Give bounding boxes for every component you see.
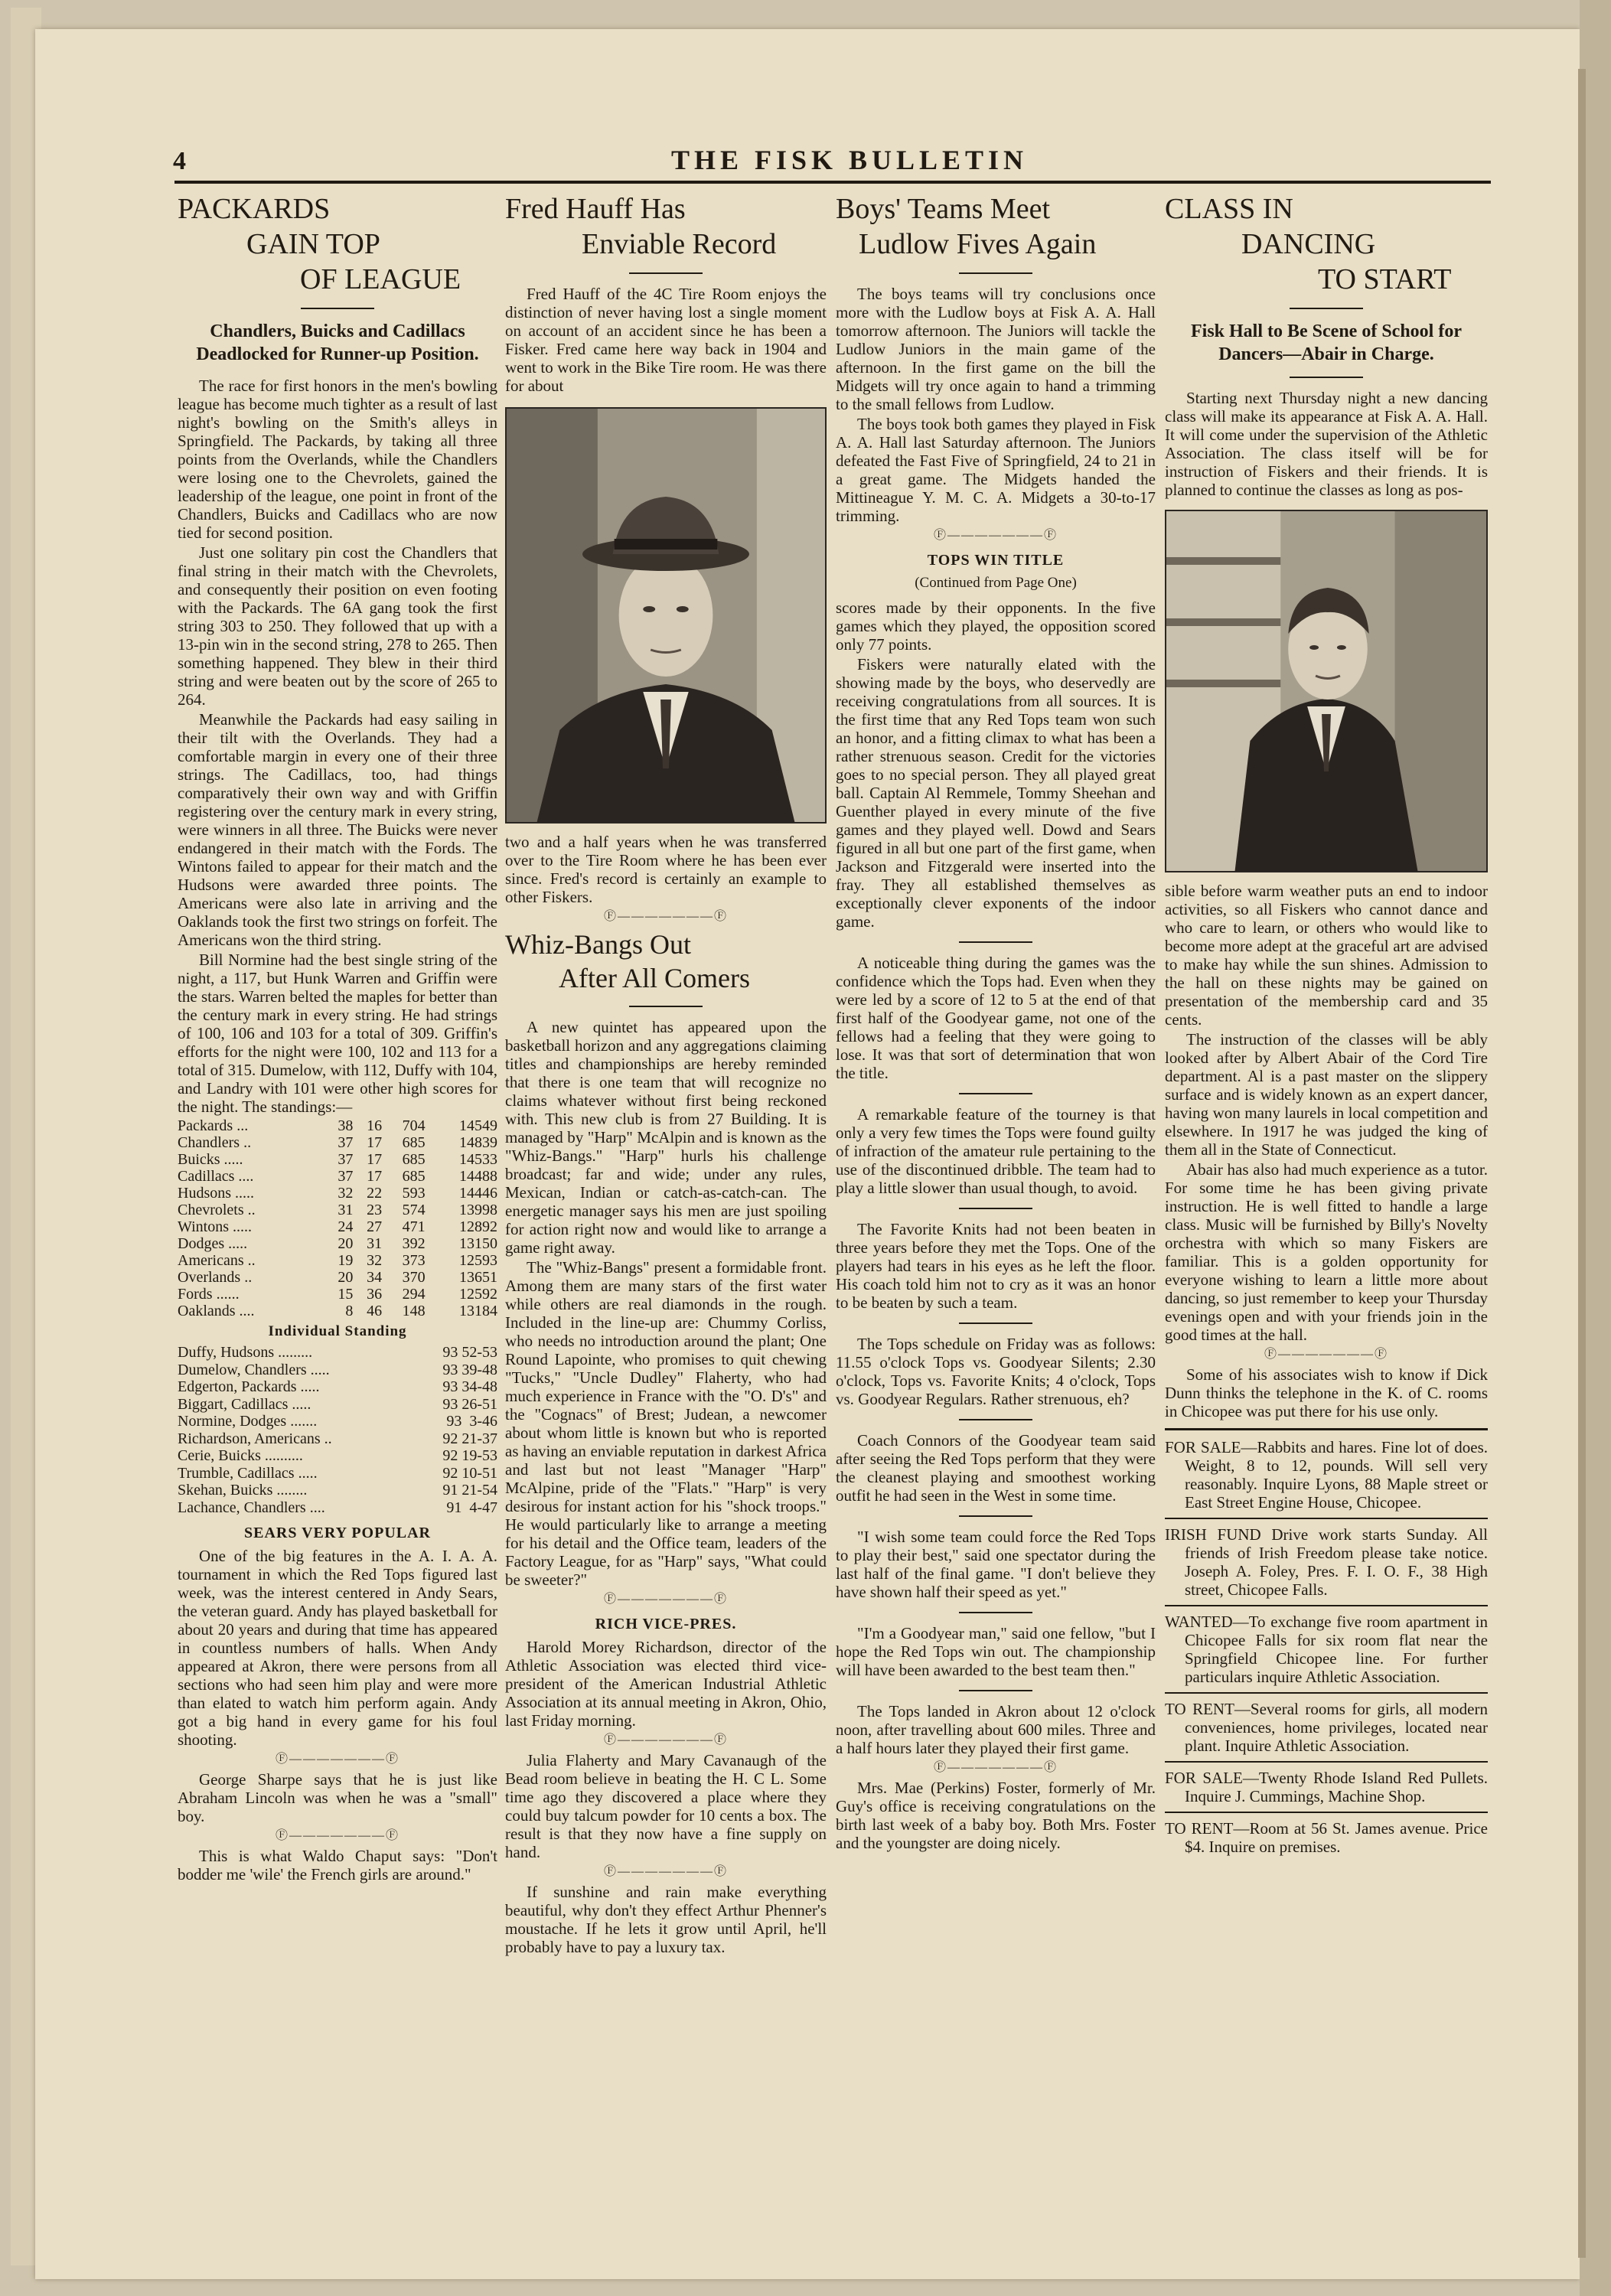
team-stat: 36	[367, 1286, 383, 1303]
team-stat: 574	[402, 1202, 426, 1218]
standings-row	[178, 1252, 497, 1269]
individual-row	[178, 1447, 497, 1465]
team-stat: 13184	[459, 1303, 497, 1319]
bowler-average: 92 21-37	[442, 1430, 497, 1447]
bowler-name: Biggart, Cadillacs .....	[178, 1395, 311, 1413]
section-title: Individual Standing	[268, 1323, 407, 1339]
separator	[959, 272, 1032, 274]
separator	[959, 1690, 1032, 1691]
team-stat: 16	[367, 1117, 383, 1134]
ornament-divider: Ⓕ———————Ⓕ	[275, 1753, 399, 1766]
team-stat: 593	[402, 1185, 426, 1202]
separator	[1290, 308, 1363, 309]
team-name: Oaklands ....	[178, 1303, 255, 1319]
ornament-divider: Ⓕ———————Ⓕ	[603, 1593, 728, 1606]
paragraph: The boys took both games they played in Fisk A. A. Hall last Saturday afternoon. The Juniors defeated the Fast Five of Springfield, 24 to 21 in a great game. The Midgets handed the Mittineague Y. M. C. A. Midgets a 30-to-17 trimming.	[836, 415, 1156, 525]
individual-row	[178, 1378, 497, 1396]
classified-rule	[1165, 1428, 1488, 1430]
classified-rule	[1165, 1518, 1488, 1519]
headline-dancing: CLASS IN DANCING TO START	[1165, 193, 1452, 295]
photo-albert-abair	[1165, 510, 1488, 872]
section-title: TOPS WIN TITLE	[927, 552, 1065, 569]
team-stat: 22	[367, 1185, 383, 1202]
team-stat: 27	[367, 1218, 383, 1235]
binding-strip	[1578, 69, 1586, 2258]
paragraph: "I'm a Goodyear man," said one fellow, "but I hope the Red Tops win out. The championship will have been awarded to the best team then."	[836, 1624, 1156, 1679]
bowler-name: Skehan, Buicks ........	[178, 1482, 308, 1499]
classified-ads	[1165, 1438, 1488, 1856]
headline-whiz-bangs: Whiz-Bangs Out After All Comers	[505, 929, 750, 993]
paragraph: Abair has also had much experience as a tutor. For some time he has been giving private instruction. He is well fitted to handle a large class. Music will be furnished by Billy's Novelty orchestra with which so many Fiskers are familiar. This is a golden opportunity for everyone wishing to learn a little more about dancing, so just remember to keep your Thursday evenings open and with your friends join in the good times at the hall.	[1165, 1160, 1488, 1344]
team-stat: 24	[338, 1218, 354, 1235]
bowler-average: 92 19-53	[442, 1447, 497, 1464]
team-stat: 13651	[459, 1269, 497, 1286]
bowler-average: 93 34-48	[442, 1378, 497, 1395]
headline-packards: PACKARDS GAIN TOP OF LEAGUE	[178, 193, 461, 295]
team-stat: 14839	[459, 1134, 497, 1151]
team-stat: 148	[402, 1303, 426, 1319]
team-name: Fords ......	[178, 1286, 240, 1303]
headline-hauff: Fred Hauff Has Enviable Record	[505, 193, 777, 260]
bowler-name: Cerie, Buicks ..........	[178, 1447, 303, 1464]
individual-row	[178, 1413, 497, 1430]
paragraph: The boys teams will try conclusions once more with the Ludlow boys at Fisk A. A. Hall tomorrow afternoon. The Juniors will tackle the Ludlow Juniors in the main game of the afternoon. In the first game on the bill the Midgets will try once again to hand a trimming to the small fellows from Ludlow.	[836, 285, 1156, 413]
paragraph: Meanwhile the Packards had easy sailing in their tilt with the Overlands. They had a comfortable margin in every one of their three strings. The Cadillacs, too, had things comparatively their own way and with Griffin registering over the century mark in every string, were winners in all three. The Buicks were never endangered in their match with the Fords. The Wintons failed to appear for their match and the Hudsons were awarded three points. The Americans were also late in arriving and the Oaklands took the first two strings on forfeit. The Americans won the third string.	[178, 710, 497, 949]
column-dancing	[1165, 191, 1488, 1857]
ornament-divider: Ⓕ———————Ⓕ	[1264, 1348, 1388, 1361]
paragraph: Julia Flaherty and Mary Cavanaugh of the Bead room believe in beating the H. C L. Some time ago they discovered a place where they could buy talcum powder for 10 cents a box. The result is that they now have a fine supply on hand.	[505, 1751, 827, 1861]
paragraph: Mrs. Mae (Perkins) Foster, formerly of Mr. Guy's office is receiving congratulations on the birth last week of a baby boy. Both Mrs. Foster and the youngster are doing nicely.	[836, 1779, 1156, 1852]
column-packards	[178, 191, 497, 1885]
paragraph: If sunshine and rain make everything beautiful, why don't they effect Arthur Phenner's moustache. If he lets it grow until April, he'll probably have to pay a luxury tax.	[505, 1883, 827, 1956]
team-stat: 685	[402, 1151, 426, 1168]
paper-title: THE FISK BULLETIN	[670, 145, 1029, 175]
bowler-name: Normine, Dodges .......	[178, 1413, 318, 1430]
team-stat: 17	[367, 1168, 383, 1185]
team-stat: 685	[402, 1134, 426, 1151]
team-stat: 13150	[459, 1235, 497, 1252]
team-name: Dodges .....	[178, 1235, 248, 1252]
team-name: Hudsons .....	[178, 1185, 255, 1202]
paragraph: This is what Waldo Chaput says: "Don't bodder me 'wile' the French girls are around."	[178, 1847, 497, 1883]
paragraph: Fiskers were naturally elated with the showing made by the boys, who deservedly are receiving congratulations from all sources. It is the first time that any Red Tops team won such an honor, and a fitting climax to what has been a rather strenuous season. Credit for the victories goes to no special person. They all played great ball. Captain Al Remmele, Tommy Sheehan and Guenther played in every minute of the five games and they played well. Dowd and Sears figured in all but one part of the first game, when Jackson and Fitzgerald were inserted into the fray. They all established themselves as exceptionally clever exponents of the indoor game.	[836, 655, 1156, 931]
bowler-name: Dumelow, Chandlers .....	[178, 1361, 330, 1378]
team-stat: 17	[367, 1151, 383, 1168]
standings-row	[178, 1218, 497, 1235]
team-stat: 17	[367, 1134, 383, 1151]
bowler-name: Edgerton, Packards .....	[178, 1378, 320, 1395]
standings-table	[178, 1117, 497, 1319]
paragraph: The Favorite Knits had not been beaten in three years before they met the Tops. One of the players had tears in his eyes as he left the floor. His coach told him not to cry as it was an honor to be beaten by such a team.	[836, 1220, 1156, 1312]
paragraph: One of the big features in the A. I. A. A. tournament in which the Red Tops figured last week, was the interest centered in Andy Sears, the veteran guard. Andy has played basketball for about 20 years and during that time has appeared in countless numbers of halls. When Andy appeared at Akron, there were persons from all sections who had seen him play and were more than elated to watch him perform again. Andy got a big hand in every game for his foul shooting.	[178, 1547, 497, 1749]
standings-row	[178, 1235, 497, 1252]
standings-row	[178, 1151, 497, 1168]
separator	[629, 272, 703, 274]
team-stat: 704	[402, 1117, 426, 1134]
team-stat: 32	[338, 1185, 354, 1202]
team-stat: 373	[402, 1252, 426, 1269]
separator	[959, 1208, 1032, 1209]
team-stat: 37	[338, 1168, 354, 1185]
bowler-average: 93 39-48	[442, 1361, 497, 1378]
team-stat: 14549	[459, 1117, 497, 1134]
ornament-divider: Ⓕ———————Ⓕ	[933, 1761, 1058, 1774]
individual-row	[178, 1362, 497, 1379]
standings-row	[178, 1303, 497, 1319]
separator	[959, 1515, 1032, 1517]
paragraph: The Tops landed in Akron about 12 o'clock noon, after travelling about 600 miles. Three and a half hours later they played their first game.	[836, 1702, 1156, 1757]
individual-row	[178, 1344, 497, 1362]
paragraph: The instruction of the classes will be ably looked after by Albert Abair of the Cord Tire department. Al is a past master on the slippery surface and is widely known as an expert dancer, having won many laurels in local competition and elsewhere. In 1917 he was judged the king of them all in the State of Connecticut.	[1165, 1030, 1488, 1159]
team-stat: 14488	[459, 1168, 497, 1185]
team-name: Cadillacs ....	[178, 1168, 254, 1185]
team-stat: 23	[367, 1202, 383, 1218]
team-stat: 685	[402, 1168, 426, 1185]
standings-row	[178, 1286, 497, 1303]
team-stat: 8	[345, 1303, 354, 1319]
team-name: Chevrolets ..	[178, 1202, 256, 1218]
team-stat: 14533	[459, 1151, 497, 1168]
bowler-average: 91 21-54	[442, 1482, 497, 1499]
paragraph: The Tops schedule on Friday was as follows: 11.55 o'clock Tops vs. Goodyear Silents; 2.30 o'clock, Tops vs. Favorite Knits; 4 o'clock, Tops vs. Goodyear Regulars. Rather strenuous, eh?	[836, 1335, 1156, 1408]
team-stat: 294	[402, 1286, 426, 1303]
headline-boys-teams: Boys' Teams Meet Ludlow Fives Again	[836, 193, 1097, 260]
paragraph: A remarkable feature of the tourney is that only a very few times the Tops were found guilty of infraction of the amateur rule pertaining to the use of the discontinued dribble. The team had to play a little slower than usual though, to avoid.	[836, 1105, 1156, 1197]
masthead-rule	[174, 181, 1491, 184]
classified-rule	[1165, 1605, 1488, 1606]
team-stat: 31	[367, 1235, 383, 1252]
separator	[959, 1419, 1032, 1420]
team-stat: 32	[367, 1252, 383, 1269]
ornament-divider: Ⓕ———————Ⓕ	[603, 1865, 728, 1878]
team-stat: 34	[367, 1269, 383, 1286]
classified-ad: TO RENT—Several rooms for girls, all modern conveniences, home privileges, located near plant. Inquire Athletic Association.	[1165, 1700, 1488, 1755]
paragraph: George Sharpe says that he is just like Abraham Lincoln was when he was a "small" boy.	[178, 1770, 497, 1825]
team-name: Wintons .....	[178, 1218, 252, 1235]
paragraph: A new quintet has appeared upon the basketball horizon and any aggregations claiming titles and championships are hereby reminded that there is one team that will recognize no claims whatever without first being reckoned with. This new club is from 27 Building. It is managed by "Harp" McAlpin and is known as the "Whiz-Bangs." "Harp" hurls his challenge broadcast; far and wide; under any rules, Mexican, Indian or catch-as-catch-can. The energetic manager says his men are just spoiling for action right now and would like to arrange a game right away.	[505, 1018, 827, 1257]
portrait-young-man-illustration	[1166, 511, 1486, 871]
standings-row	[178, 1117, 497, 1134]
paragraph: Starting next Thursday night a new dancing class will make its appearance at Fisk A. A. Hall. It will come under the supervision of the Athletic Association. The class itself will be for instruction of Fiskers and their friends. It is planned to continue the classes as long as pos-	[1165, 389, 1488, 499]
section-title: RICH VICE-PRES.	[595, 1616, 737, 1632]
portrait-man-hat-illustration	[507, 409, 825, 822]
standings-row	[178, 1185, 497, 1202]
team-name: Chandlers ..	[178, 1134, 252, 1151]
team-name: Buicks .....	[178, 1151, 243, 1168]
column-hauff	[505, 191, 827, 1958]
individual-row	[178, 1465, 497, 1482]
team-stat: 370	[402, 1269, 426, 1286]
bowler-name: Lachance, Chandlers ....	[178, 1499, 325, 1516]
team-stat: 20	[338, 1269, 354, 1286]
ornament-divider: Ⓕ———————Ⓕ	[275, 1829, 399, 1842]
classified-rule	[1165, 1761, 1488, 1763]
classified-ad: FOR SALE—Twenty Rhode Island Red Pullets. Inquire J. Cummings, Machine Shop.	[1165, 1769, 1488, 1805]
bowler-average: 93 3-46	[446, 1413, 497, 1430]
standings-row	[178, 1168, 497, 1185]
separator	[959, 1093, 1032, 1094]
bowler-average: 92 10-51	[442, 1464, 497, 1482]
paragraph: two and a half years when he was transferred over to the Tire Room where he has been ever since. Fred's record is certainly an example to other Fiskers.	[505, 833, 827, 906]
classified-ad: TO RENT—Room at 56 St. James avenue. Price $4. Inquire on premises.	[1165, 1819, 1488, 1856]
paragraph: Just one solitary pin cost the Chandlers that final string in their match with the Chevrolets, and consequently their position on even footing with the Packards. The 6A gang took the first string 303 to 250. They followed that up with a 13-pin win in the second string, 278 to 265. Then something happened. They blew in their third string and were beaten out by the score of 265 to 264.	[178, 543, 497, 709]
individual-row	[178, 1396, 497, 1414]
continued-note: (Continued from Page One)	[915, 575, 1077, 591]
team-stat: 20	[338, 1235, 354, 1252]
team-stat: 13998	[459, 1202, 497, 1218]
individual-row	[178, 1499, 497, 1517]
bowler-average: 91 4-47	[446, 1499, 497, 1516]
ornament-divider: Ⓕ———————Ⓕ	[603, 1733, 728, 1746]
page-number: 4	[173, 147, 186, 175]
individual-row	[178, 1482, 497, 1499]
subheadline: Chandlers, Buicks and Cadillacs Deadlocked for Runner-up Position.	[196, 321, 479, 364]
separator	[959, 1322, 1032, 1324]
paragraph: Fred Hauff of the 4C Tire Room enjoys the distinction of never having lost a single moment on account of an accident since he has been a Fisker. Fred came here way back in 1904 and went to work in the Bike Tire room. He was there for about	[505, 285, 827, 395]
team-stat: 38	[338, 1117, 354, 1134]
team-stat: 12593	[459, 1252, 497, 1269]
ornament-divider: Ⓕ———————Ⓕ	[603, 910, 728, 923]
team-stat: 37	[338, 1134, 354, 1151]
team-name: Overlands ..	[178, 1269, 253, 1286]
classified-ad: IRISH FUND Drive work starts Sunday. All friends of Irish Freedom please take notice. Joseph A. Foley, Pres. F. I. O. F., 38 High street, Chicopee Falls.	[1165, 1525, 1488, 1599]
paragraph: sible before warm weather puts an end to indoor activities, so all Fiskers who cannot dance and who care to learn, or others who would like to become more adept at the graceful art are advised to make hay while the sun shines. Admission to the hall on these nights may be gained on presentation of the membership card and 35 cents.	[1165, 882, 1488, 1029]
photo-fred-hauff	[505, 407, 827, 823]
team-stat: 37	[338, 1151, 354, 1168]
separator	[1290, 377, 1363, 378]
classified-rule	[1165, 1812, 1488, 1813]
bowler-name: Duffy, Hudsons .........	[178, 1344, 313, 1361]
subheadline: Fisk Hall to Be Scene of School for Dancers—Abair in Charge.	[1191, 321, 1462, 364]
paragraph: Harold Morey Richardson, director of the Athletic Association was elected third vice-president of the American Industrial Athletic Association at its annual meeting in Akron, Ohio, last Friday morning.	[505, 1638, 827, 1730]
paragraph: The race for first honors in the men's bowling league has become much tighter as a result of last night's bowling on the Smith's alleys in Springfield. The Packards, by taking all three points from the Overlands, while the Chandlers were losing one to the Chevrolets, gained the leadership of the league, one point in front of the Chandlers, Buicks and Cadillacs who are now tied for second position.	[178, 377, 497, 542]
column-boys-teams	[836, 191, 1156, 1854]
team-stat: 19	[338, 1252, 354, 1269]
bowler-name: Richardson, Americans ..	[178, 1430, 332, 1447]
paragraph: The "Whiz-Bangs" present a formidable front. Among them are many stars of the first water while others are real diamonds in the rough. Included in the line-up are: Chummy Corliss, who needs no introduction around the plant; One Round Lapointe, who promises to quit chewing "Tucks," "Uncle Dudley" Flaherty, who had much experience in France with the "O. D's" and the "Cognacs" of Brest; Judean, a newcomer about whom little is known but who is reported as having an enviable reputation in darkest Africa and last but not least "Manager "Harp" McAlpine, pride of the "Flats." "Harp" is very desirous for instant action for his "shock troops." He would particularly like to arrange a meeting for his detail and the Office team, leaders of the Factory League, for as "Harp" says, "What could be sweeter?"	[505, 1258, 827, 1589]
standings-row	[178, 1134, 497, 1151]
paragraph: A noticeable thing during the games was the confidence which the Tops had. Even when they were led by a score of 12 to 5 at the end of that first half of the Goodyear game, not one of the fellows had a feeling that they were going to lose. It was that sort of determination that won the title.	[836, 954, 1156, 1082]
bowler-average: 93 52-53	[442, 1344, 497, 1361]
paragraph: Some of his associates wish to know if Dick Dunn thinks the telephone in the K. of C. rooms in Chicopee was put there for his use only.	[1165, 1365, 1488, 1420]
classified-rule	[1165, 1692, 1488, 1694]
separator	[629, 1006, 703, 1007]
team-stat: 12892	[459, 1218, 497, 1235]
team-stat: 14446	[459, 1185, 497, 1202]
separator	[959, 941, 1032, 943]
team-name: Americans ..	[178, 1252, 256, 1269]
separator	[301, 308, 374, 309]
bowler-name: Trumble, Cadillacs .....	[178, 1464, 318, 1482]
bowler-average: 93 26-51	[442, 1395, 497, 1413]
paragraph: Bill Normine had the best single string of the night, a 117, but Hunk Warren and Griffin were the stars. Warren belted the maples for better than the century mark in every string. He had strings of 100, 106 and 103 for a total of 309. Griffin's efforts for the night were 100, 102 and 113 for a total of 315. Dumelow, with 112, Duffy with 104, and Landry with 101 were other high scores for the night. The standings:—	[178, 951, 497, 1116]
team-stat: 15	[338, 1286, 354, 1303]
individual-row	[178, 1430, 497, 1448]
team-stat: 471	[402, 1218, 426, 1235]
classified-ad: FOR SALE—Rabbits and hares. Fine lot of does. Weight, 8 to 12, pounds. Will sell very reasonably. Inquire Lyons, 88 Maple street or East Street Engine House, Chicopee.	[1165, 1438, 1488, 1512]
separator	[959, 1612, 1032, 1613]
team-stat: 46	[367, 1303, 383, 1319]
paragraph: "I wish some team could force the Red Tops to play their best," said one spectator during the last half of the final game. "I don't believe they have shown half their speed as yet."	[836, 1528, 1156, 1601]
paragraph: scores made by their opponents. In the five games which they played, the opposition scored only 77 points.	[836, 598, 1156, 654]
team-name: Packards ...	[178, 1117, 249, 1134]
paragraph: Coach Connors of the Goodyear team said after seeing the Red Tops perform that they were the cleanest playing and smoothest working outfit he had seen in the West in some time.	[836, 1431, 1156, 1505]
individual-standing-list	[178, 1344, 497, 1516]
team-stat: 392	[402, 1235, 426, 1252]
standings-row	[178, 1269, 497, 1286]
ornament-divider: Ⓕ———————Ⓕ	[933, 529, 1058, 542]
team-stat: 12592	[459, 1286, 497, 1303]
team-stat: 31	[338, 1202, 354, 1218]
classified-ad: WANTED—To exchange five room apartment in Chicopee Falls for six room flat near the Springfield Chicopee line. For further particulars inquire Athletic Association.	[1165, 1613, 1488, 1686]
section-title: SEARS VERY POPULAR	[244, 1525, 431, 1541]
standings-row	[178, 1202, 497, 1218]
